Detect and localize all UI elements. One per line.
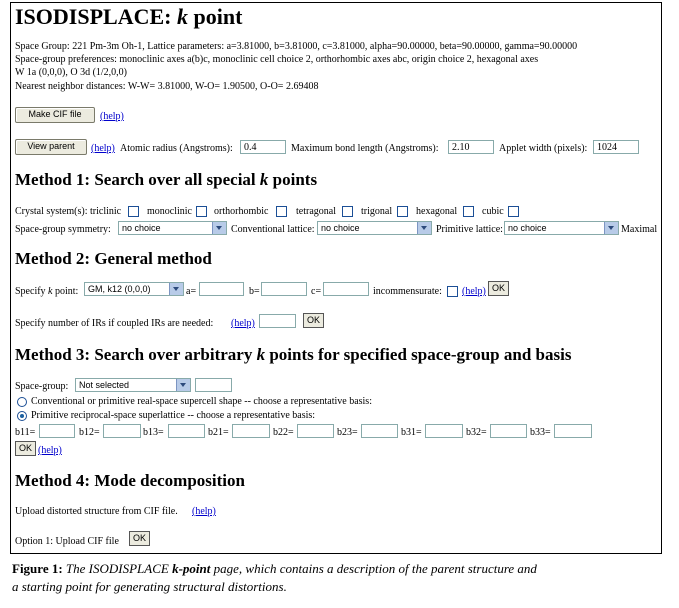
radio-reciprocal-superlattice[interactable] xyxy=(17,411,27,421)
basis-label-b22: b22= xyxy=(273,427,294,438)
checkbox-trigonal[interactable] xyxy=(397,206,408,217)
checkbox-orthorhombic[interactable] xyxy=(276,206,287,217)
irs-label: Specify number of IRs if coupled IRs are needed: xyxy=(15,318,214,329)
chevron-down-icon xyxy=(417,222,431,234)
max-bond-length-input[interactable]: 2.10 xyxy=(448,140,494,154)
view-parent-button[interactable]: View parent xyxy=(15,139,87,155)
label-hexagonal: hexagonal xyxy=(416,206,458,217)
checkbox-tetragonal[interactable] xyxy=(342,206,353,217)
b-label: b= xyxy=(249,286,260,297)
basis-input-b13[interactable] xyxy=(168,424,205,438)
space-group-select[interactable]: Not selected xyxy=(75,378,191,392)
isodisplace-page xyxy=(10,2,662,554)
basis-label-b32: b32= xyxy=(466,427,487,438)
help-link-make-cif[interactable]: (help) xyxy=(100,111,124,122)
basis-input-b22[interactable] xyxy=(297,424,334,438)
chevron-down-icon xyxy=(169,283,183,295)
method4-heading: Method 4: Mode decomposition xyxy=(15,471,245,490)
chevron-down-icon xyxy=(176,379,190,391)
radio-real-space-label: Conventional or primitive real-space supercell shape -- choose a representative basis: xyxy=(31,396,372,407)
help-link-method3[interactable]: (help) xyxy=(38,445,62,456)
checkbox-monoclinic[interactable] xyxy=(196,206,207,217)
upload-distorted-label: Upload distorted structure from CIF file. xyxy=(15,506,178,517)
label-monoclinic: monoclinic xyxy=(147,206,192,217)
crystal-system-label: Crystal system(s): triclinic xyxy=(15,206,122,217)
a-input[interactable] xyxy=(199,282,244,296)
checkbox-incommensurate[interactable] xyxy=(447,286,458,297)
help-link-view-parent[interactable]: (help) xyxy=(91,143,115,154)
ok-button-irs[interactable]: OK xyxy=(303,313,324,328)
primitive-lattice-select[interactable]: no choice xyxy=(504,221,619,235)
max-bond-length-label: Maximum bond length (Angstroms): xyxy=(291,143,439,154)
basis-label-b23: b23= xyxy=(337,427,358,438)
space-group-preferences: Space-group preferences: monoclinic axes a(b)c, monoclinic cell choice 2, orthorhombic axes abc, origin choice 2, hexagonal axes xyxy=(15,54,539,65)
basis-label-b21: b21= xyxy=(208,427,229,438)
method1-heading: Method 1: Search over all special k points xyxy=(15,170,318,189)
space-group-label: Space-group: xyxy=(15,381,69,392)
basis-label-b11: b11= xyxy=(15,427,36,438)
basis-label-b13: b13= xyxy=(143,427,164,438)
make-cif-button[interactable]: Make CIF file xyxy=(15,107,95,123)
chevron-down-icon xyxy=(604,222,618,234)
c-input[interactable] xyxy=(323,282,369,296)
specify-k-point-label: Specify k point: xyxy=(15,286,79,297)
method2-heading: Method 2: General method xyxy=(15,249,212,268)
label-cubic: cubic xyxy=(482,206,504,217)
nearest-neighbor-distances: Nearest neighbor distances: W-W= 3.81000, W-O= 1.90500, O-O= 2.69408 xyxy=(15,81,319,92)
sg-symmetry-label: Space-group symmetry: xyxy=(15,224,111,235)
basis-input-b23[interactable] xyxy=(361,424,398,438)
basis-label-b12: b12= xyxy=(79,427,100,438)
atomic-radius-label: Atomic radius (Angstroms): xyxy=(120,143,233,154)
space-group-info: Space Group: 221 Pm-3m Oh-1, Lattice parameters: a=3.81000, b=3.81000, c=3.81000, alpha=90.00000, beta=90.00000, gamma=90.00000 xyxy=(15,41,578,52)
conventional-lattice-label: Conventional lattice: xyxy=(231,224,315,235)
method3-heading: Method 3: Search over arbitrary k points for specified space-group and basis xyxy=(15,345,572,364)
basis-input-b31[interactable] xyxy=(425,424,463,438)
k-point-select[interactable]: GM, k12 (0,0,0) xyxy=(84,282,184,296)
applet-width-label: Applet width (pixels): xyxy=(499,143,588,154)
wyckoff-positions: W 1a (0,0,0), O 3d (1/2,0,0) xyxy=(15,67,128,78)
basis-input-b33[interactable] xyxy=(554,424,592,438)
b-input[interactable] xyxy=(261,282,307,296)
applet-width-input[interactable]: 1024 xyxy=(593,140,639,154)
option1-label: Option 1: Upload CIF file xyxy=(15,536,119,547)
irs-count-input[interactable] xyxy=(259,314,296,328)
ok-button-method3[interactable]: OK xyxy=(15,441,36,456)
help-link-method4[interactable]: (help) xyxy=(192,506,216,517)
help-link-irs[interactable]: (help) xyxy=(231,318,255,329)
page-title: ISODISPLACE: k point xyxy=(15,4,243,29)
basis-input-b12[interactable] xyxy=(103,424,141,438)
primitive-lattice-label: Primitive lattice: xyxy=(436,224,503,235)
label-orthorhombic: orthorhombic xyxy=(214,206,269,217)
help-link-general-method[interactable]: (help) xyxy=(462,286,486,297)
ok-button-upload[interactable]: OK xyxy=(129,531,150,546)
checkbox-cubic[interactable] xyxy=(508,206,519,217)
atomic-radius-input[interactable]: 0.4 xyxy=(240,140,286,154)
label-tetragonal: tetragonal xyxy=(296,206,336,217)
basis-input-b21[interactable] xyxy=(232,424,270,438)
checkbox-hexagonal[interactable] xyxy=(463,206,474,217)
checkbox-triclinic[interactable] xyxy=(128,206,139,217)
basis-input-b32[interactable] xyxy=(490,424,527,438)
ok-button-kpoint[interactable]: OK xyxy=(488,281,509,296)
figure-caption: Figure 1: The ISODISPLACE k-point page, which contains a description of the parent structure and a starting point for generating structural distortions. xyxy=(12,561,537,594)
space-group-number-input[interactable] xyxy=(195,378,232,392)
radio-real-space-supercell[interactable] xyxy=(17,397,27,407)
basis-input-b11[interactable] xyxy=(39,424,75,438)
chevron-down-icon xyxy=(212,222,226,234)
radio-reciprocal-label: Primitive reciprocal-space superlattice -- choose a representative basis: xyxy=(31,410,316,421)
basis-label-b31: b31= xyxy=(401,427,422,438)
c-label: c= xyxy=(311,286,322,297)
basis-label-b33: b33= xyxy=(530,427,551,438)
maximal-label: Maximal xyxy=(621,224,658,235)
incommensurate-label: incommensurate: xyxy=(373,286,442,297)
sg-symmetry-select[interactable]: no choice xyxy=(118,221,227,235)
a-label: a= xyxy=(186,286,197,297)
conventional-lattice-select[interactable]: no choice xyxy=(317,221,432,235)
label-trigonal: trigonal xyxy=(361,206,393,217)
